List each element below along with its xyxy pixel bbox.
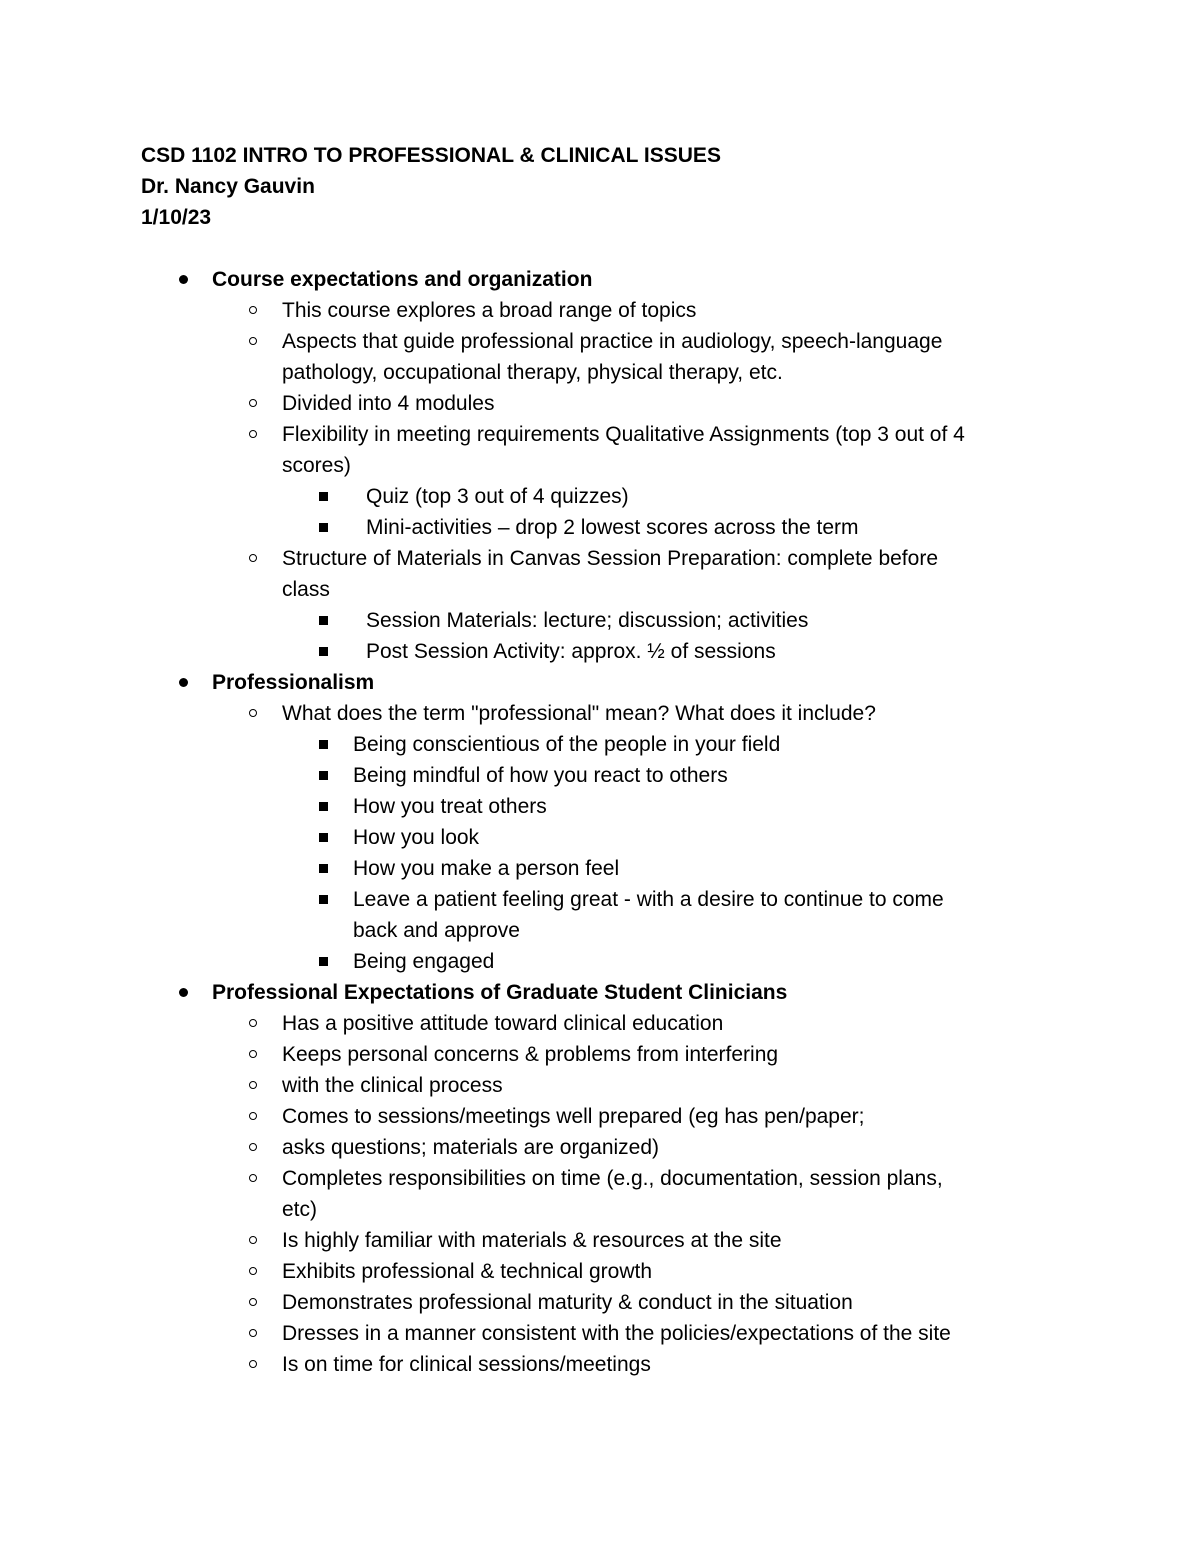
square-bullet-icon (319, 802, 328, 811)
list-item: Being engaged (353, 950, 495, 973)
circle-bullet-icon (249, 1267, 257, 1275)
disc-bullet-icon (179, 275, 188, 284)
circle-bullet-icon (249, 1112, 257, 1120)
list-item: Structure of Materials in Canvas Session Preparation: complete before (282, 547, 938, 570)
list-item: Flexibility in meeting requirements Qualitative Assignments (top 3 out of 4 (282, 423, 965, 446)
list-item: Is on time for clinical sessions/meetings (282, 1353, 651, 1376)
list-item: scores) (282, 454, 351, 477)
list-item: This course explores a broad range of topics (282, 299, 697, 322)
list-item: How you make a person feel (353, 857, 620, 880)
list-item: class (282, 578, 330, 601)
list-item: Being mindful of how you react to others (353, 764, 728, 787)
circle-bullet-icon (249, 554, 257, 562)
list-item: Divided into 4 modules (282, 392, 495, 415)
circle-bullet-icon (249, 337, 257, 345)
circle-bullet-icon (249, 1329, 257, 1337)
list-item: Has a positive attitude toward clinical education (282, 1012, 724, 1035)
circle-bullet-icon (249, 1174, 257, 1182)
circle-bullet-icon (249, 709, 257, 717)
circle-bullet-icon (249, 1019, 257, 1027)
square-bullet-icon (319, 895, 328, 904)
circle-bullet-icon (249, 1360, 257, 1368)
list-item: back and approve (353, 919, 520, 942)
list-item: Mini-activities – drop 2 lowest scores across the term (366, 516, 859, 539)
list-item: Completes responsibilities on time (e.g., documentation, session plans, (282, 1167, 943, 1190)
square-bullet-icon (319, 833, 328, 842)
circle-bullet-icon (249, 1050, 257, 1058)
instructor-name: Dr. Nancy Gauvin (141, 175, 315, 198)
circle-bullet-icon (249, 1298, 257, 1306)
section-heading: Professionalism (212, 671, 375, 694)
list-item: Is highly familiar with materials & resources at the site (282, 1229, 782, 1252)
circle-bullet-icon (249, 1143, 257, 1151)
section-heading: Professional Expectations of Graduate Student Clinicians (212, 981, 788, 1004)
list-item: Being conscientious of the people in your field (353, 733, 781, 756)
circle-bullet-icon (249, 399, 257, 407)
section-heading: Course expectations and organization (212, 268, 593, 291)
lecture-date: 1/10/23 (141, 206, 212, 229)
list-item: Quiz (top 3 out of 4 quizzes) (366, 485, 629, 508)
disc-bullet-icon (179, 678, 188, 687)
list-item: How you look (353, 826, 480, 849)
square-bullet-icon (319, 647, 328, 656)
list-item: Dresses in a manner consistent with the policies/expectations of the site (282, 1322, 951, 1345)
list-item: Keeps personal concerns & problems from interfering (282, 1043, 779, 1066)
list-item: Session Materials: lecture; discussion; activities (366, 609, 809, 632)
square-bullet-icon (319, 616, 328, 625)
list-item: asks questions; materials are organized) (282, 1136, 660, 1159)
circle-bullet-icon (249, 1236, 257, 1244)
list-item: Aspects that guide professional practice in audiology, speech-language (282, 330, 943, 353)
square-bullet-icon (319, 492, 328, 501)
square-bullet-icon (319, 740, 328, 749)
list-item: Demonstrates professional maturity & conduct in the situation (282, 1291, 853, 1314)
list-item: Leave a patient feeling great - with a desire to continue to come (353, 888, 944, 911)
square-bullet-icon (319, 864, 328, 873)
list-item: Post Session Activity: approx. ½ of sessions (366, 640, 776, 663)
disc-bullet-icon (179, 988, 188, 997)
list-item: What does the term "professional" mean? What does it include? (282, 702, 876, 725)
square-bullet-icon (319, 957, 328, 966)
square-bullet-icon (319, 523, 328, 532)
list-item: etc) (282, 1198, 318, 1221)
circle-bullet-icon (249, 430, 257, 438)
list-item: Comes to sessions/meetings well prepared (eg has pen/paper; (282, 1105, 865, 1128)
list-item: pathology, occupational therapy, physical therapy, etc. (282, 361, 783, 384)
circle-bullet-icon (249, 1081, 257, 1089)
list-item: Exhibits professional & technical growth (282, 1260, 653, 1283)
circle-bullet-icon (249, 306, 257, 314)
list-item: with the clinical process (282, 1074, 503, 1097)
course-title: CSD 1102 INTRO TO PROFESSIONAL & CLINICAL ISSUES (141, 144, 721, 167)
square-bullet-icon (319, 771, 328, 780)
list-item: How you treat others (353, 795, 547, 818)
